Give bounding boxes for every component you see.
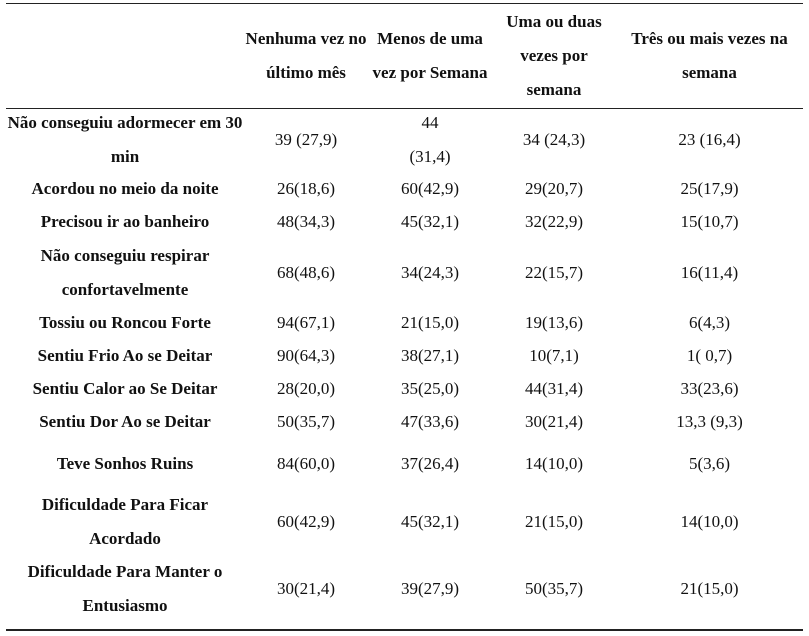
table-cell: 21(15,0) — [680, 579, 739, 598]
table-cell: 60(42,9) — [276, 512, 336, 531]
table-cell: 19(13,6) — [524, 313, 584, 332]
table-cell: 30(21,4) — [276, 579, 336, 598]
table-cell: 1( 0,7) — [686, 346, 733, 365]
table-cell: 50(35,7) — [276, 412, 336, 431]
table-cell: 45(32,1) — [400, 512, 460, 531]
row-label: Não conseguiu respirar confortavelmente — [40, 246, 210, 299]
row-label: Precisou ir ao banheiro — [40, 212, 210, 231]
header-uma-ou-duas-vezes: Uma ou duas vezes por semana — [506, 12, 602, 99]
row-label: Tossiu ou Roncou Forte — [39, 313, 211, 332]
table-cell: 94(67,1) — [276, 313, 336, 332]
table-cell: 16(11,4) — [680, 263, 739, 282]
table-cell: 84(60,0) — [276, 454, 336, 473]
table-cell: 39 (27,9) — [274, 130, 338, 149]
table-cell: 32(22,9) — [524, 212, 584, 231]
table-cell: 6(4,3) — [688, 313, 731, 332]
table-cell: 23 (16,4) — [678, 130, 741, 149]
table-cell: 29(20,7) — [524, 179, 584, 198]
table-cell: 33(23,6) — [680, 379, 739, 398]
table-cell: 38(27,1) — [400, 346, 460, 365]
table-cell: 48(34,3) — [276, 212, 336, 231]
header-nenhuma-vez: Nenhuma vez no último mês — [245, 29, 367, 82]
table-bottom-rule — [6, 629, 803, 631]
table-cell: 68(48,6) — [276, 263, 336, 282]
row-label: Dificuldade Para Ficar Acordado — [41, 495, 209, 548]
table-cell: 37(26,4) — [400, 454, 460, 473]
table-cell: 14(10,0) — [680, 512, 739, 531]
table-cell: 15(10,7) — [680, 212, 739, 231]
header-menos-de-uma-vez: Menos de uma vez por Semana — [372, 29, 488, 82]
row-label: Acordou no meio da noite — [31, 179, 219, 198]
table-cell: 14(10,0) — [524, 454, 584, 473]
table-cell: 22(15,7) — [524, 263, 584, 282]
table-cell: 47(33,6) — [400, 412, 460, 431]
table-cell: 25(17,9) — [680, 179, 739, 198]
table-cell: 26(18,6) — [276, 179, 336, 198]
table-cell: 60(42,9) — [400, 179, 460, 198]
table-cell: 21(15,0) — [400, 313, 460, 332]
table-cell: 34(24,3) — [400, 263, 460, 282]
table-cell: 90(64,3) — [276, 346, 336, 365]
table-cell: 28(20,0) — [276, 379, 336, 398]
table-cell: 10(7,1) — [529, 346, 579, 365]
row-label: Sentiu Dor Ao se Deitar — [39, 412, 211, 431]
table-cell: 5(3,6) — [688, 454, 731, 473]
table-cell: 39(27,9) — [400, 579, 460, 598]
table-cell: 44(31,4) — [524, 379, 584, 398]
table-cell: 45(32,1) — [400, 212, 460, 231]
table-cell: 30(21,4) — [524, 412, 584, 431]
table-cell: 13,3 (9,3) — [676, 412, 743, 431]
row-label: Teve Sonhos Ruins — [56, 454, 194, 473]
table-cell: 44 (31,4) — [409, 113, 451, 166]
table-cell: 50(35,7) — [524, 579, 584, 598]
row-label: Dificuldade Para Manter o Entusiasmo — [27, 562, 223, 615]
table-cell: 35(25,0) — [400, 379, 460, 398]
row-label: Sentiu Frio Ao se Deitar — [37, 346, 213, 365]
row-label: Sentiu Calor ao Se Deitar — [32, 379, 218, 398]
header-tres-ou-mais-vezes: Três ou mais vezes na semana — [631, 29, 788, 82]
table-cell: 21(15,0) — [524, 512, 584, 531]
table-cell: 34 (24,3) — [522, 130, 586, 149]
row-label: Não conseguiu adormecer em 30 min — [7, 113, 243, 166]
